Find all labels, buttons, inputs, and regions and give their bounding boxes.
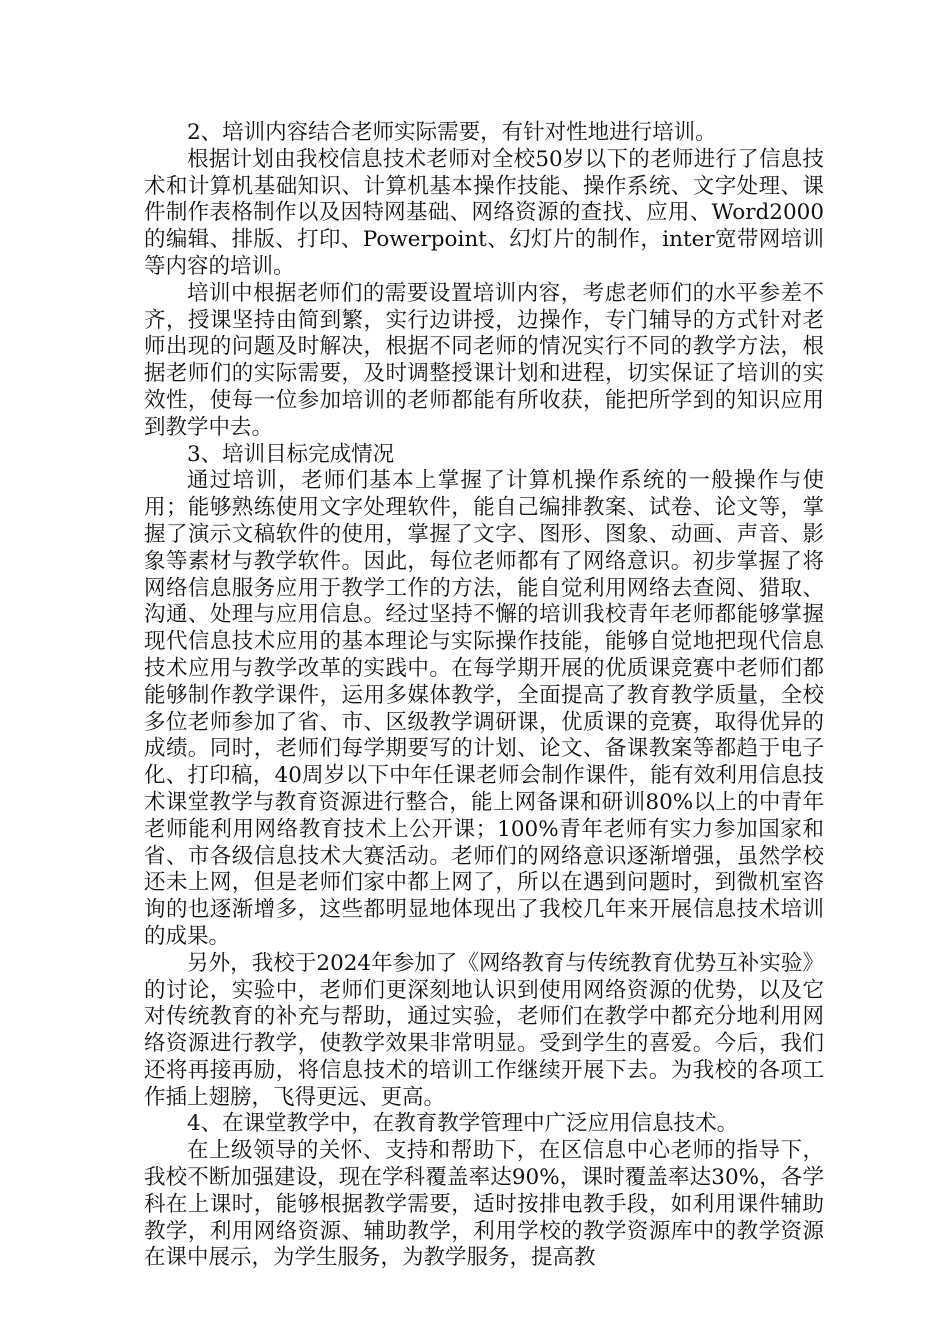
- paragraph-training-plan: 根据计划由我校信息技术老师对全校50岁以下的老师进行了信息技术和计算机基础知识、计算机基本操作技能、操作系统、文字处理、课件制作表格制作以及因特网基础、网络资源的查找、应用、Word2000的编辑、排版、打印、Powerpoint、幻灯片的制作，inter宽带网培训等内容的培训。: [144, 146, 824, 279]
- paragraph-classroom-application: 在上级领导的关怀、支持和帮助下，在区信息中心老师的指导下，我校不断加强建设，现在学科覆盖率达90%，课时覆盖率达30%，各学科在上课时，能够根据教学需要，适时按排电教手段，如利用课件辅助教学，利用网络资源、辅助教学，利用学校的教学资源库中的教学资源在课中展示，为学生服务，为教学服务，提高教: [144, 1138, 824, 1271]
- document-body: [144, 120, 824, 1272]
- paragraph-training-method: 培训中根据老师们的需要设置培训内容，考虑老师们的水平参差不齐，授课坚持由简到繁，实行边讲授，边操作，专门辅导的方式针对老师出现的问题及时解决，根据不同老师的情况实行不同的教学方法，根据老师们的实际需要，及时调整授课计划和进程，切实保证了培训的实效性，使每一位参加培训的老师都能有所收获，能把所学到的知识应用到教学中去。: [144, 280, 824, 440]
- paragraph-training-results: 通过培训，老师们基本上掌握了计算机操作系统的一般操作与使用；能够熟练使用文字处理软件，能自己编排教案、试卷、论文等，掌握了演示文稿软件的使用，掌握了文字、图形、图象、动画、声音、影象等素材与教学软件。因此，每位老师都有了网络意识。初步掌握了将网络信息服务应用于教学工作的方法，能自觉利用网络去查阅、猎取、沟通、处理与应用信息。经过坚持不懈的培训我校青年老师都能够掌握现代信息技术应用的基本理论与实际操作技能，能够自觉地把现代信息技术应用与教学改革的实践中。在每学期开展的优质课竞赛中老师们都能够制作教学课件，运用多媒体教学，全面提高了教育教学质量，全校多位老师参加了省、市、区级教学调研课，优质课的竞赛，取得优异的成绩。同时，老师们每学期要写的计划、论文、备课教案等都趋于电子化、打印稿，40周岁以下中年任课老师会制作课件，能有效利用信息技术课堂教学与教育资源进行整合，能上网备课和研训80%以上的中青年老师能利用网络教育技术上公开课；100%青年老师有实力参加国家和省、市各级信息技术大赛活动。老师们的网络意识逐渐增强，虽然学校还未上网，但是老师们家中都上网了，所以在遇到问题时，到微机室咨询的也逐渐增多，这些都明显地体现出了我校几年来开展信息技术培训的成果。: [144, 468, 824, 949]
- heading-training-goals: 3、培训目标完成情况: [187, 441, 395, 467]
- heading-classroom-application: 4、在课堂教学中，在教育教学管理中广泛应用信息技术。: [187, 1111, 739, 1137]
- paragraph-experiment: 另外，我校于2024年参加了《网络教育与传统教育优势互补实验》的讨论，实验中，老师们更深刻地认识到使用网络资源的优势，以及它对传统教育的补充与帮助，通过实验，老师们在教学中都充分地利用网络资源进行教学，使教学效果非常明显。受到学生的喜爱。今后，我们还将再接再励，将信息技术的培训工作继续开展下去。为我校的各项工作插上翅膀，飞得更远、更高。: [144, 950, 824, 1110]
- heading-training-content: 2、培训内容结合老师实际需要，有针对性地进行培训。: [187, 120, 717, 145]
